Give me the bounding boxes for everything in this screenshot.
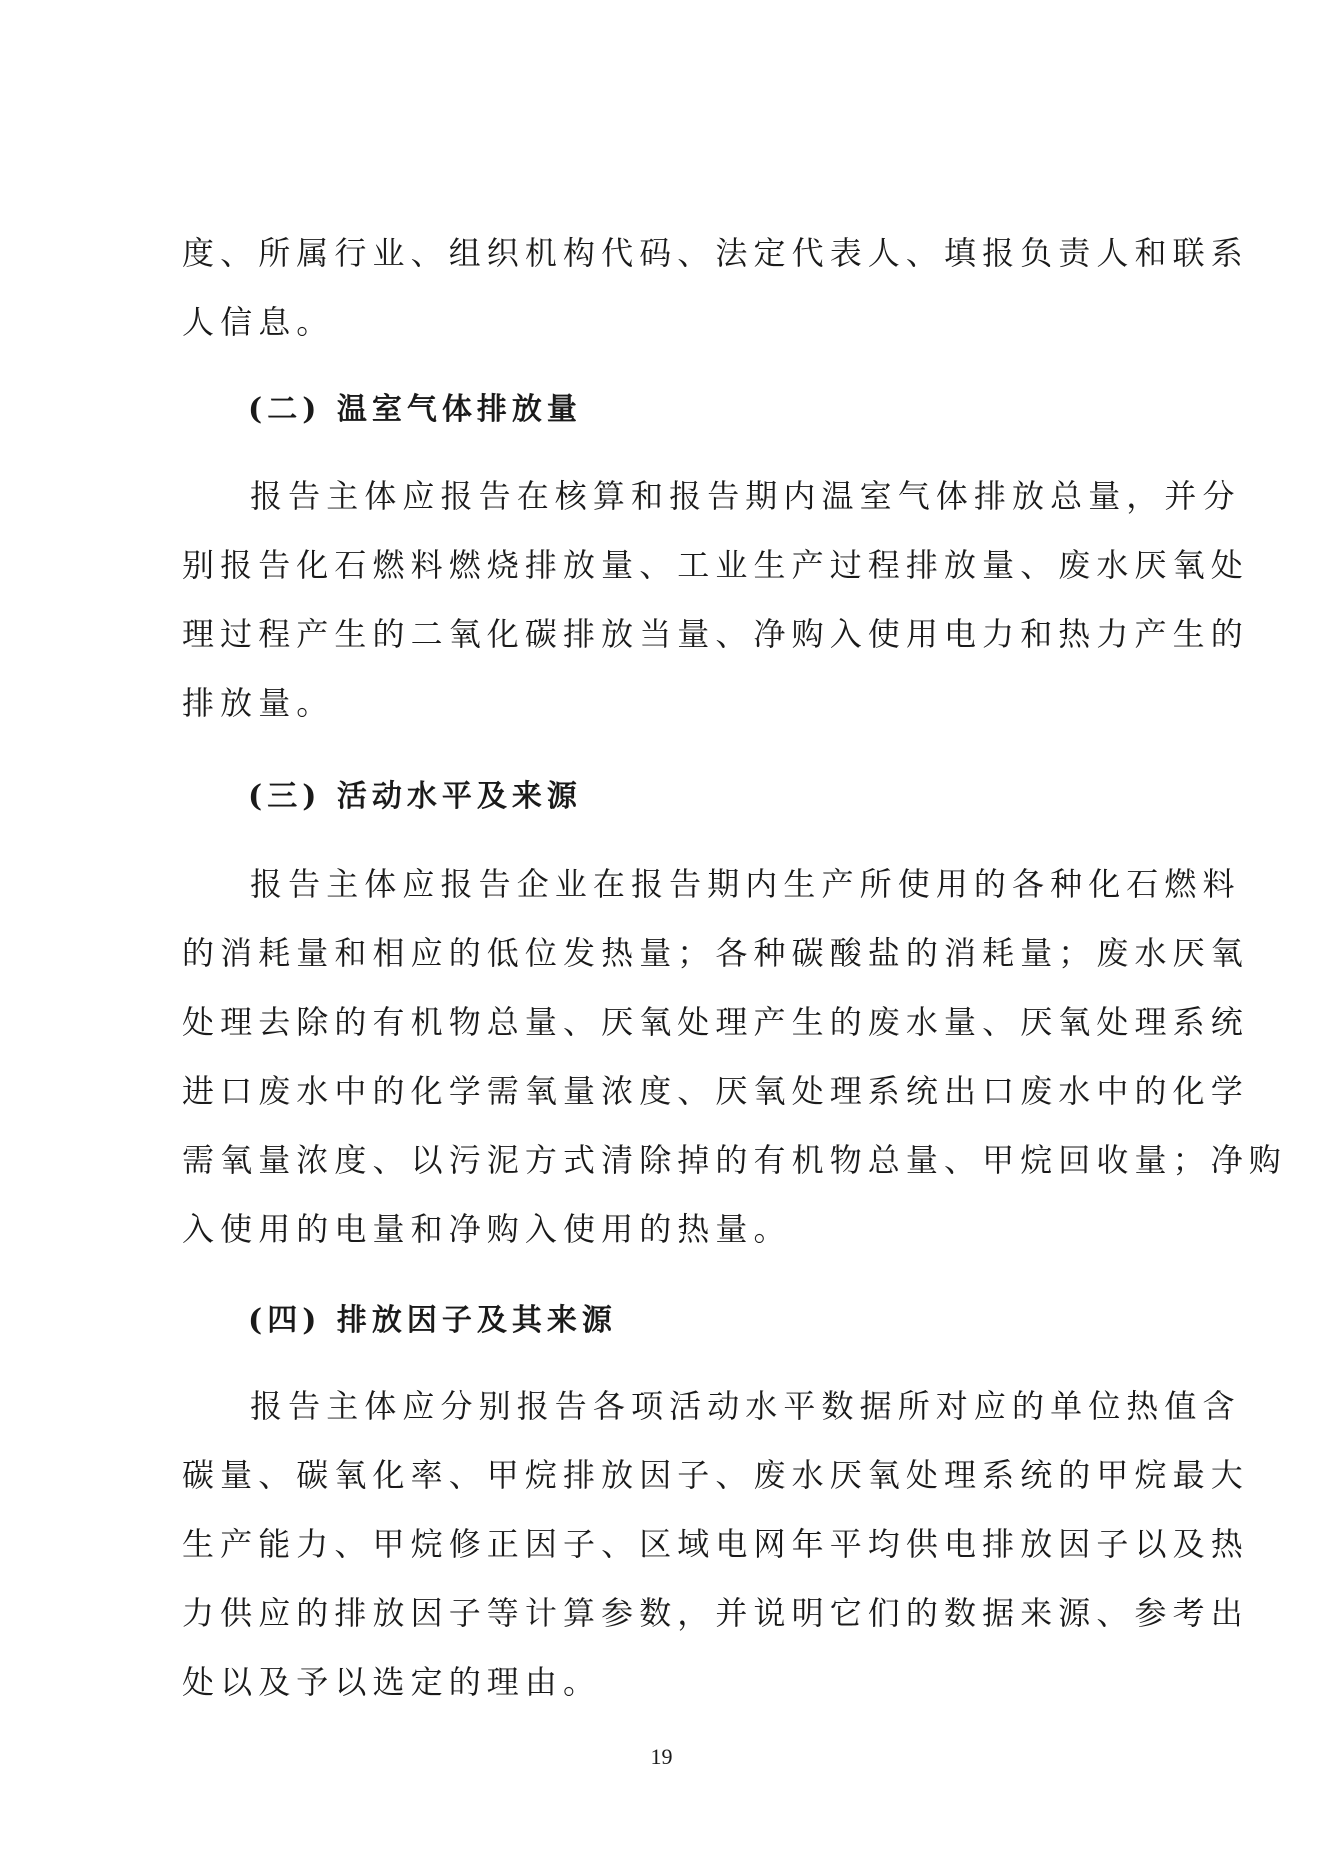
text-line: 力供应的排放因子等计算参数，并说明它们的数据来源、参考出 [182, 1594, 1249, 1632]
text-line: 排放量。 [182, 684, 335, 722]
text-line: 生产能力、甲烷修正因子、区域电网年平均供电排放因子以及热 [182, 1525, 1249, 1563]
page-number: 19 [650, 1744, 673, 1769]
text-line: 的消耗量和相应的低位发热量；各种碳酸盐的消耗量；废水厌氧 [182, 934, 1249, 972]
text-line: 报告主体应分别报告各项活动水平数据所对应的单位热值含 [250, 1387, 1241, 1425]
text-line: 处以及予以选定的理由。 [182, 1663, 602, 1701]
text-line: 需氧量浓度、以污泥方式清除掉的有机物总量、甲烷回收量；净购 [182, 1141, 1287, 1179]
text-line: 人信息。 [182, 303, 335, 341]
paragraph-activity-level [182, 850, 1287, 1264]
text-line: 进口废水中的化学需氧量浓度、厌氧处理系统出口废水中的化学 [182, 1072, 1249, 1110]
section-heading-emissions: (二) 温室气体排放量 [248, 392, 582, 427]
section-heading-activity-level: (三) 活动水平及来源 [248, 779, 582, 814]
section-heading-emission-factors: (四) 排放因子及其来源 [248, 1303, 617, 1338]
text-line: 碳量、碳氧化率、甲烷排放因子、废水厌氧处理系统的甲烷最大 [182, 1456, 1249, 1494]
paragraph-emissions [182, 462, 1249, 738]
paragraph-continued [182, 219, 1249, 357]
text-line: 理过程产生的二氧化碳排放当量、净购入使用电力和热力产生的 [182, 615, 1249, 653]
text-line: 度、所属行业、组织机构代码、法定代表人、填报负责人和联系 [182, 234, 1249, 272]
text-line: 报告主体应报告在核算和报告期内温室气体排放总量，并分 [250, 477, 1241, 515]
text-line: 别报告化石燃料燃烧排放量、工业生产过程排放量、废水厌氧处 [182, 546, 1249, 584]
paragraph-emission-factors [182, 1372, 1249, 1717]
text-line: 报告主体应报告企业在报告期内生产所使用的各种化石燃料 [250, 865, 1241, 903]
text-line: 入使用的电量和净购入使用的热量。 [182, 1210, 792, 1248]
text-line: 处理去除的有机物总量、厌氧处理产生的废水量、厌氧处理系统 [182, 1003, 1249, 1041]
